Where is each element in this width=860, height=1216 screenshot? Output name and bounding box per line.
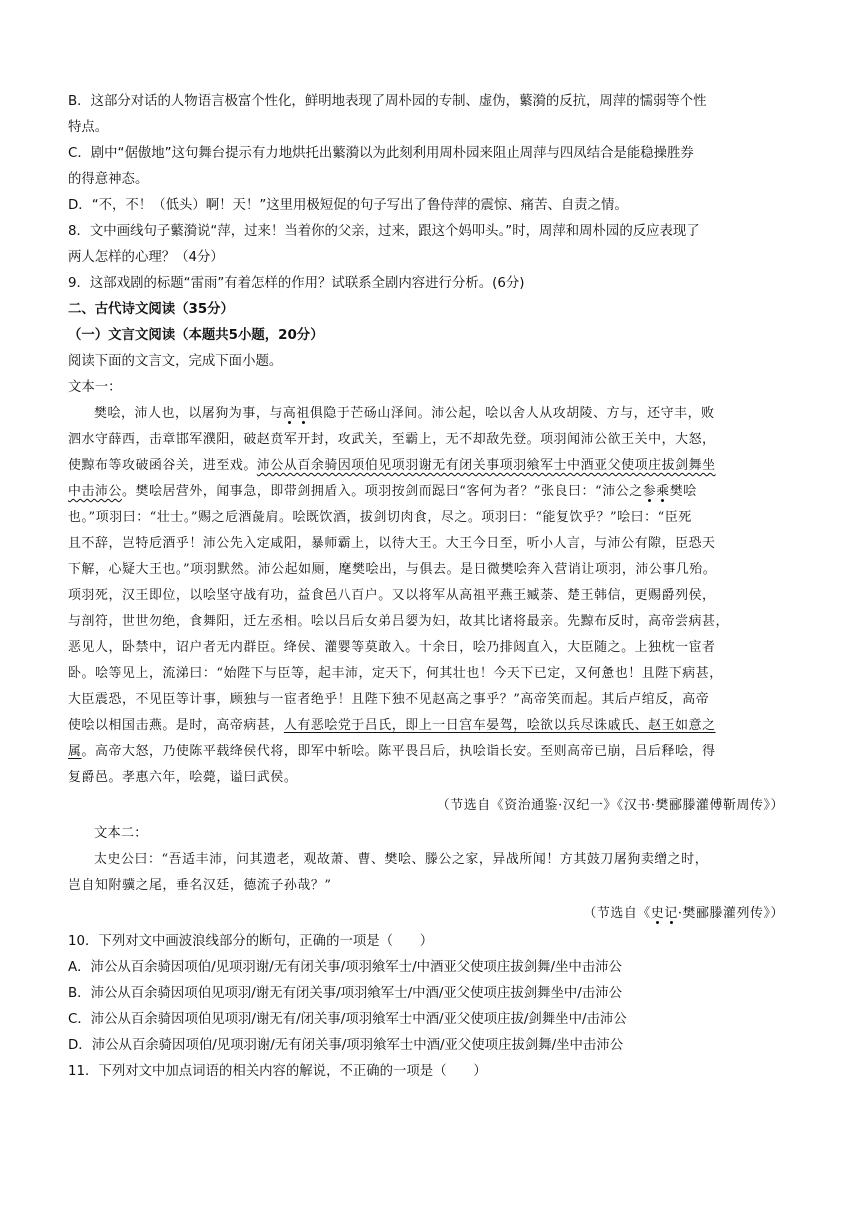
text1-line3 (68, 456, 792, 476)
text1-line7: 下解，心疑大王也。”项羽默然。沛公起如厕，麾樊哙出，与俱去。是日微樊哙奔入营诮让项羽，沛公事几殆。 (68, 562, 717, 577)
wavy-underlined-sentence-part2: 中击沛公 (68, 484, 122, 499)
q7-option-d: D．“不，不！（低头）啊！天！”这里用极短促的句子写出了鲁侍萍的震惊、痛苦、自责之情。 (68, 198, 628, 213)
text2-line2: 岂自知附骥之尾，垂名汉廷，德流子孙哉？” (68, 878, 332, 893)
text2-source-a: （节选自《 (583, 906, 651, 921)
text1-source: （节选自《资治通鉴·汉纪一》《汉书·樊郦滕灌傅靳周传》） (436, 798, 784, 813)
text1-label: 文本一： (68, 380, 122, 395)
q7-option-c-line1: C．剧中“倨傲地”这句舞台提示有力地烘托出蘩漪以为此刻利用周朴园来阻止周萍与四凤结合是能稳操胜券 (68, 146, 694, 161)
text1-line4-b: 。樊哙居营外，闻事急，即带剑拥盾入。项羽按剑而跽曰“客何为者？”张良曰：“沛公之 (121, 484, 643, 499)
text1-line14-b: 。高帝大怒，乃使陈平载绛侯代将，即军中斩哙。陈平畏吕后，执哙诣长安。至则高帝已崩，吕后释哙，得 (81, 744, 716, 759)
text1-line11: 卧。哙等见上，流涕曰：“始陛下与臣等，起丰沛，定天下，何其壮也！今天下已定，又何惫也！且陛下病甚， (68, 666, 723, 681)
dotted-char-can: 参 (642, 484, 657, 499)
text1-line13-a: 使哙以相国击燕。是时，高帝病甚， (68, 718, 284, 733)
underlined-sentence-part2: 属 (68, 744, 82, 759)
q10-option-d: D．沛公从百余骑因项伯/见项羽谢/无有闭关事/项羽飨军士中酒/亚父使项庄拔剑舞/坐中击沛公 (68, 1038, 624, 1053)
q10-option-a: A．沛公从百余骑因项伯/见项羽谢/无有闭关事/项羽飨军士/中酒亚父使项庄拔剑舞/坐中击沛公 (68, 960, 622, 975)
section-heading: 二、古代诗文阅读（35分） (68, 302, 234, 317)
text2-label: 文本二： (94, 826, 148, 841)
dotted-char-cheng: 乘 (656, 484, 670, 499)
text1-line5: 也。”项羽曰：“壮士。”赐之卮酒彘肩。哙既饮酒，拔剑切肉食，尽之。项羽曰：“能复饮乎？”哙曰：“臣死 (68, 510, 692, 525)
text1-line1 (68, 404, 818, 424)
dotted-char-zu: 祖 (296, 406, 310, 421)
q8-line1: 8．文中画线句子蘩漪说“萍，过来！当着你的父亲，过来，跟这个妈叩头。”时，周萍和周朴园的反应表现了 (68, 224, 700, 239)
underlined-sentence-part1: 人有恶哙党于吕氏，即上一日宫车晏驾，哙欲以兵尽诛戚氏、赵王如意之 (283, 718, 716, 733)
text1-line13 (68, 716, 792, 736)
dotted-char-gao: 高 (282, 406, 297, 421)
text1-line12: 大臣震恐，不见臣等计事，顾独与一宦者绝乎！且陛下独不见赵高之事乎？”高帝笑而起。其后卢绾反，高帝 (68, 692, 710, 707)
q11-stem: 11．下列对文中加点词语的相关内容的解说，不正确的一项是（ ） (68, 1064, 487, 1079)
dotted-char-shi: 史 (650, 906, 665, 921)
text1-line2: 泗水守薛西，击章邯军濮阳，破赵贲军开封，攻武关，至霸上，无不却敌先登。项羽闻沛公欲王关中，大怒， (68, 432, 716, 447)
text1-line1-d: 俱隐于芒砀山泽间。沛公起，哙以舍人从攻胡陵、方与，还守丰，败 (309, 406, 715, 421)
text1-line8: 项羽死，汉王即位，以哙坚守战有功，益食邑八百户。又以将军从高祖平燕王臧荼、楚王韩信，更赐爵列侯， (68, 588, 716, 603)
instruction: 阅读下面的文言文，完成下面小题。 (68, 354, 283, 369)
q9: 9．这部戏剧的标题“雷雨”有着怎样的作用？试联系全剧内容进行分析。(6分) (68, 276, 525, 291)
subsection-heading: （一）文言文阅读（本题共5小题，20分） (68, 328, 324, 343)
text1-line3-a: 使黥布等攻破函谷关，进至戏。 (68, 458, 257, 473)
text1-line14 (68, 742, 792, 762)
text1-line6: 且不辞，岂特卮酒乎！沛公先入定咸阳，暴师霸上，以待大王。大王今日至，听小人言，与沛公有隙，臣恐天 (68, 536, 716, 551)
q7-option-c-line2: 的得意神态。 (68, 172, 149, 187)
text2-source (68, 904, 784, 924)
q10-stem: 10．下列对文中画波浪线部分的断句，正确的一项是（ ） (68, 934, 434, 949)
text1-line15: 复爵邑。孝惠六年，哙薨，谥曰武侯。 (68, 770, 298, 785)
text1-line1-a: 樊哙，沛人也，以屠狗为事，与 (94, 406, 283, 421)
dotted-char-ji: 记 (664, 906, 678, 921)
q7-option-b-line2: 特点。 (68, 120, 109, 135)
text1-line10: 恶见人，卧禁中，诏户者无内群臣。绛侯、灌婴等莫敢入。十余日，哙乃排闼直入，大臣随之。上独枕一宦者 (68, 640, 716, 655)
q8-line2: 两人怎样的心理？（4分） (68, 250, 224, 265)
text2-source-d: ·樊郦滕灌列传》） (677, 906, 784, 921)
text1-line9: 与剖符，世世勿绝，食舞阳，迁左丞相。哙以吕后女弟吕媭为妇，故其比诸将最亲。先黥布反时，高帝尝病甚， (68, 614, 730, 629)
q10-option-c: C．沛公从百余骑因项伯见项羽/谢无有/闭关事/项羽飨军士中酒/亚父使项庄拔/剑舞坐中/击沛公 (68, 1012, 627, 1027)
text1-line4-e: 樊哙 (669, 484, 697, 499)
wavy-underlined-sentence-part1: 沛公从百余骑因项伯见项羽谢无有闭关事项羽飨军士中酒亚父使项庄拔剑舞坐 (256, 458, 716, 473)
text1-line4 (68, 482, 792, 502)
q10-option-b: B．沛公从百余骑因项伯见项羽/谢无有闭关事/项羽飨军士/中酒/亚父使项庄拔剑舞坐中/击沛公 (68, 986, 622, 1001)
q7-option-b-line1: B．这部分对话的人物语言极富个性化，鲜明地表现了周朴园的专制、虚伪，蘩漪的反抗，周萍的懦弱等个性 (68, 94, 707, 109)
text2-line1: 太史公曰：“吾适丰沛，问其遗老，观故萧、曹、樊哙、滕公之家，异战所闻！方其鼓刀屠狗卖缯之时， (94, 852, 709, 867)
